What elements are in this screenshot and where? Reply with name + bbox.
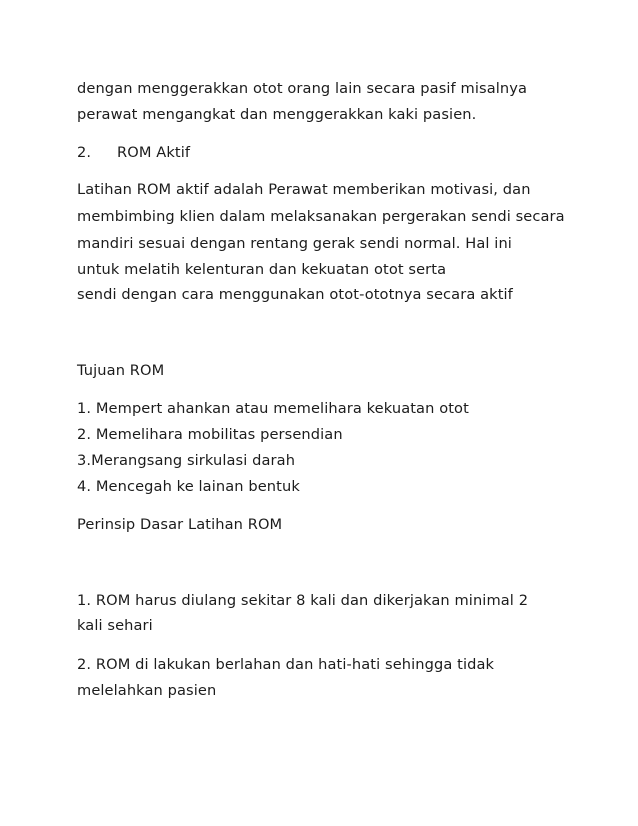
list-item: 2. Memelihara mobilitas persendian [77,426,343,443]
paragraph-line: perawat mengangkat dan menggerakkan kaki pasien. [77,106,477,123]
prinsip-heading: Perinsip Dasar Latihan ROM [77,516,283,533]
list-item: 4. Mencegah ke lainan bentuk [77,478,300,495]
list-item: 2. ROM di lakukan berlahan dan hati-hati sehingga tidak [77,656,495,673]
paragraph-line: dengan menggerakkan otot orang lain secara pasif misalnya [77,80,528,97]
section-title: ROM Aktif [117,144,191,161]
list-item-continuation: kali sehari [77,617,153,634]
paragraph-line: mandiri sesuai dengan rentang gerak sendi normal. Hal ini [77,235,512,252]
list-item: 1. ROM harus diulang sekitar 8 kali dan dikerjakan minimal 2 [77,592,529,609]
list-item: 1. Mempert ahankan atau memelihara kekuatan otot [77,400,469,417]
tujuan-heading: Tujuan ROM [77,362,165,379]
section-heading-rom-aktif [77,144,190,162]
paragraph-line: sendi dengan cara menggunakan otot-ototnya secara aktif [77,286,513,303]
list-item-continuation: melelahkan pasien [77,682,217,699]
paragraph-line: membimbing klien dalam melaksanakan pergerakan sendi secara [77,208,565,225]
list-item: 3.Merangsang sirkulasi darah [77,452,296,469]
paragraph-line: untuk melatih kelenturan dan kekuatan otot serta [77,261,447,278]
paragraph-line: Latihan ROM aktif adalah Perawat memberikan motivasi, dan [77,181,531,198]
section-number: 2. [77,144,92,161]
